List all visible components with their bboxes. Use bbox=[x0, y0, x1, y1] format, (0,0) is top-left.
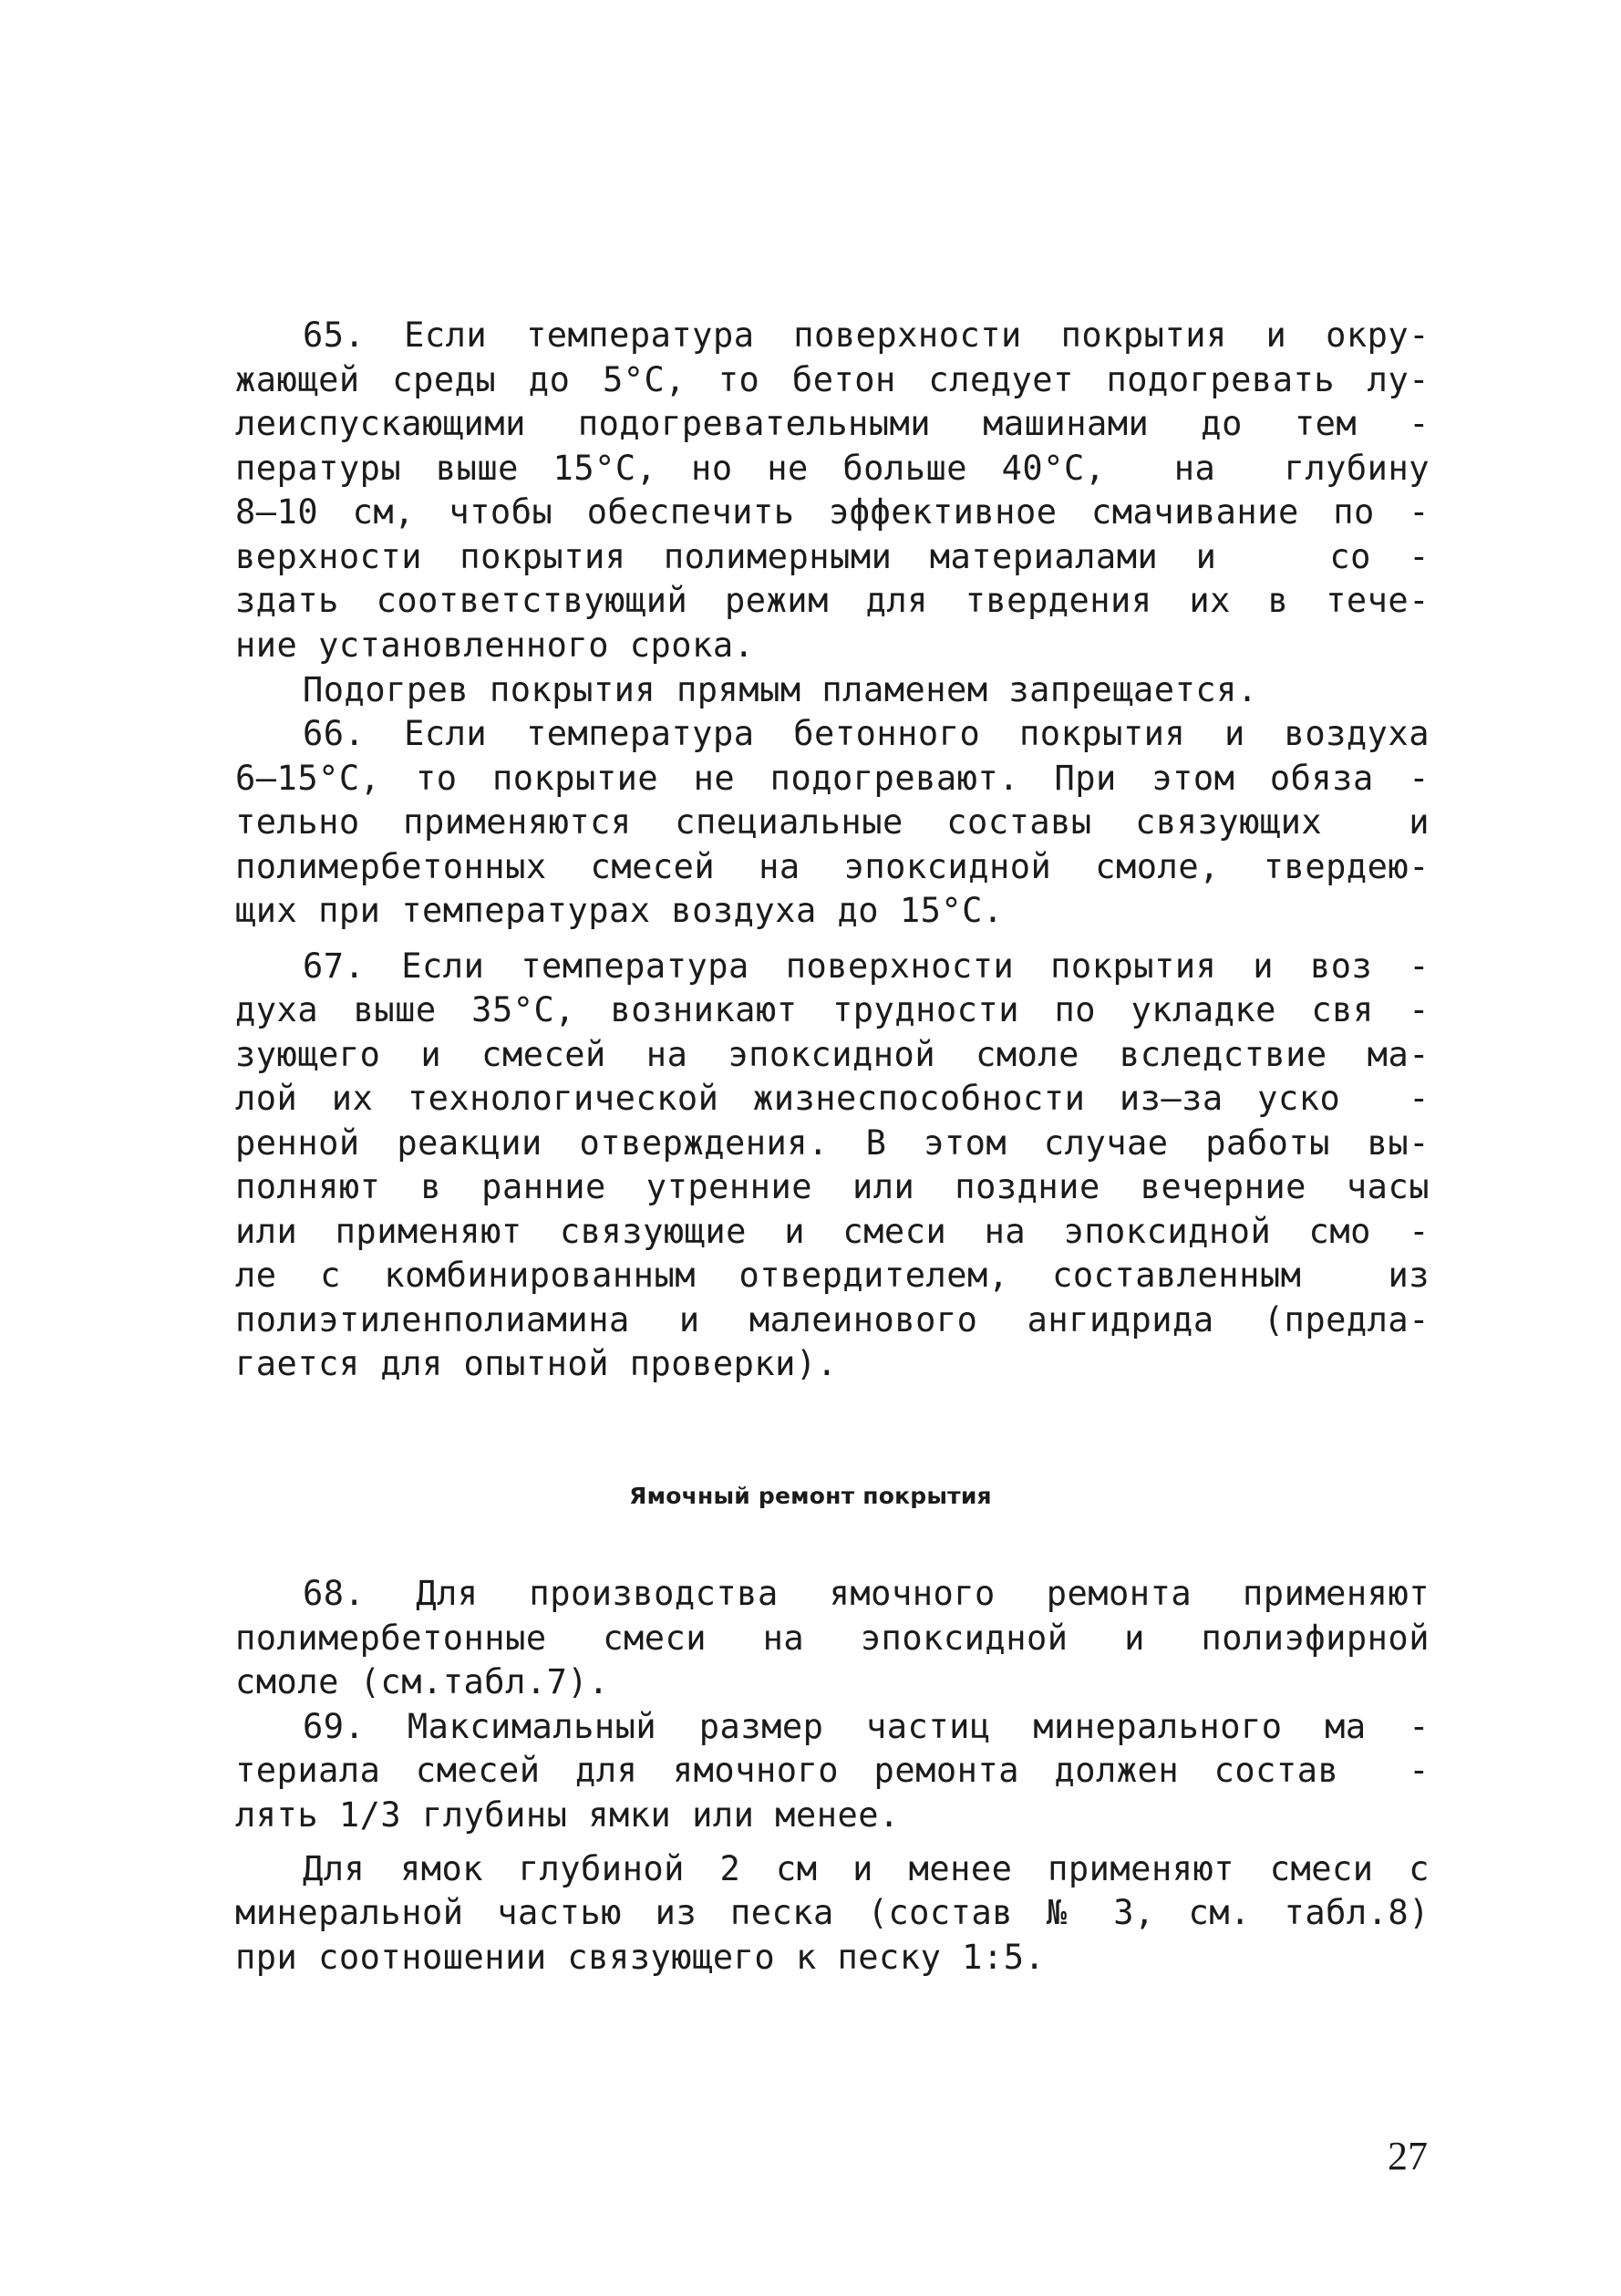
text-line: духа выше 35°С, возникают трудности по укладке свя - bbox=[235, 990, 1430, 1029]
text-line: 6–15°С, то покрытие не подогревают. При этом обяза - bbox=[235, 759, 1430, 798]
text-line: лять 1/3 глубины ямки или менее. bbox=[235, 1795, 900, 1835]
text-line: Подогрев покрытия прямым пламенем запрещается. bbox=[303, 670, 1258, 709]
text-line: пературы выше 15°С, но не больше 40°С, на глубину bbox=[235, 449, 1430, 488]
text-line: смоле (см.табл.7). bbox=[235, 1662, 609, 1701]
text-line: зующего и смесей на эпоксидной смоле вследствие ма- bbox=[235, 1035, 1430, 1074]
text-line: 69. Максимальный размер частиц минерального ма - bbox=[303, 1707, 1430, 1746]
text-line: полняют в ранние утренние или поздние вечерние часы bbox=[235, 1167, 1430, 1206]
text-line: или применяют связующие и смеси на эпоксидной смо - bbox=[235, 1212, 1430, 1251]
text-line: 68. Для производства ямочного ремонта применяют bbox=[303, 1574, 1430, 1613]
text-line: здать соответствующий режим для твердения их в тече- bbox=[235, 581, 1430, 620]
text-line: 65. Если температура поверхности покрытия и окру- bbox=[303, 315, 1430, 355]
text-line: 67. Если температура поверхности покрытия и воз - bbox=[303, 946, 1430, 986]
text-line: лой их технологической жизнеспособности из–за уско - bbox=[235, 1079, 1430, 1118]
text-line: териала смесей для ямочного ремонта должен состав - bbox=[235, 1751, 1430, 1790]
text-line: щих при температурах воздуха до 15°С. bbox=[235, 891, 1004, 930]
text-line: ние установленного срока. bbox=[235, 626, 755, 665]
text-line: верхности покрытия полимерными материалами и со - bbox=[235, 537, 1430, 576]
text-line: 8–10 см, чтобы обеспечить эффективное смачивание по - bbox=[235, 492, 1430, 532]
section-heading: Ямочный ремонт покрытия bbox=[629, 1483, 992, 1509]
text-line: минеральной частью из песка (состав № 3, см. табл.8) bbox=[235, 1893, 1430, 1932]
text-line: жающей среды до 5°С, то бетон следует подогревать лу- bbox=[235, 360, 1430, 399]
text-line: леиспускающими подогревательными машинами до тем - bbox=[235, 404, 1430, 443]
text-line: гается для опытной проверки). bbox=[235, 1344, 838, 1383]
text-line: полиэтиленполиамина и малеинового ангидрида (предла- bbox=[235, 1300, 1430, 1339]
page-number: 27 bbox=[1388, 2134, 1428, 2178]
text-line: Для ямок глубиной 2 см и менее применяют смеси с bbox=[303, 1849, 1430, 1888]
text-line: 66. Если температура бетонного покрытия и воздуха bbox=[303, 714, 1430, 753]
text-line: полимербетонные смеси на эпоксидной и полиэфирной bbox=[235, 1619, 1430, 1658]
text-line: полимербетонных смесей на эпоксидной смоле, твердею- bbox=[235, 847, 1430, 886]
text-line: тельно применяются специальные составы связующих и bbox=[235, 802, 1430, 842]
text-line: ренной реакции отверждения. В этом случае работы вы- bbox=[235, 1123, 1430, 1163]
text-line: при соотношении связующего к песку 1:5. bbox=[235, 1938, 1046, 1977]
text-line: ле с комбинированным отвердителем, составленным из bbox=[235, 1256, 1430, 1295]
